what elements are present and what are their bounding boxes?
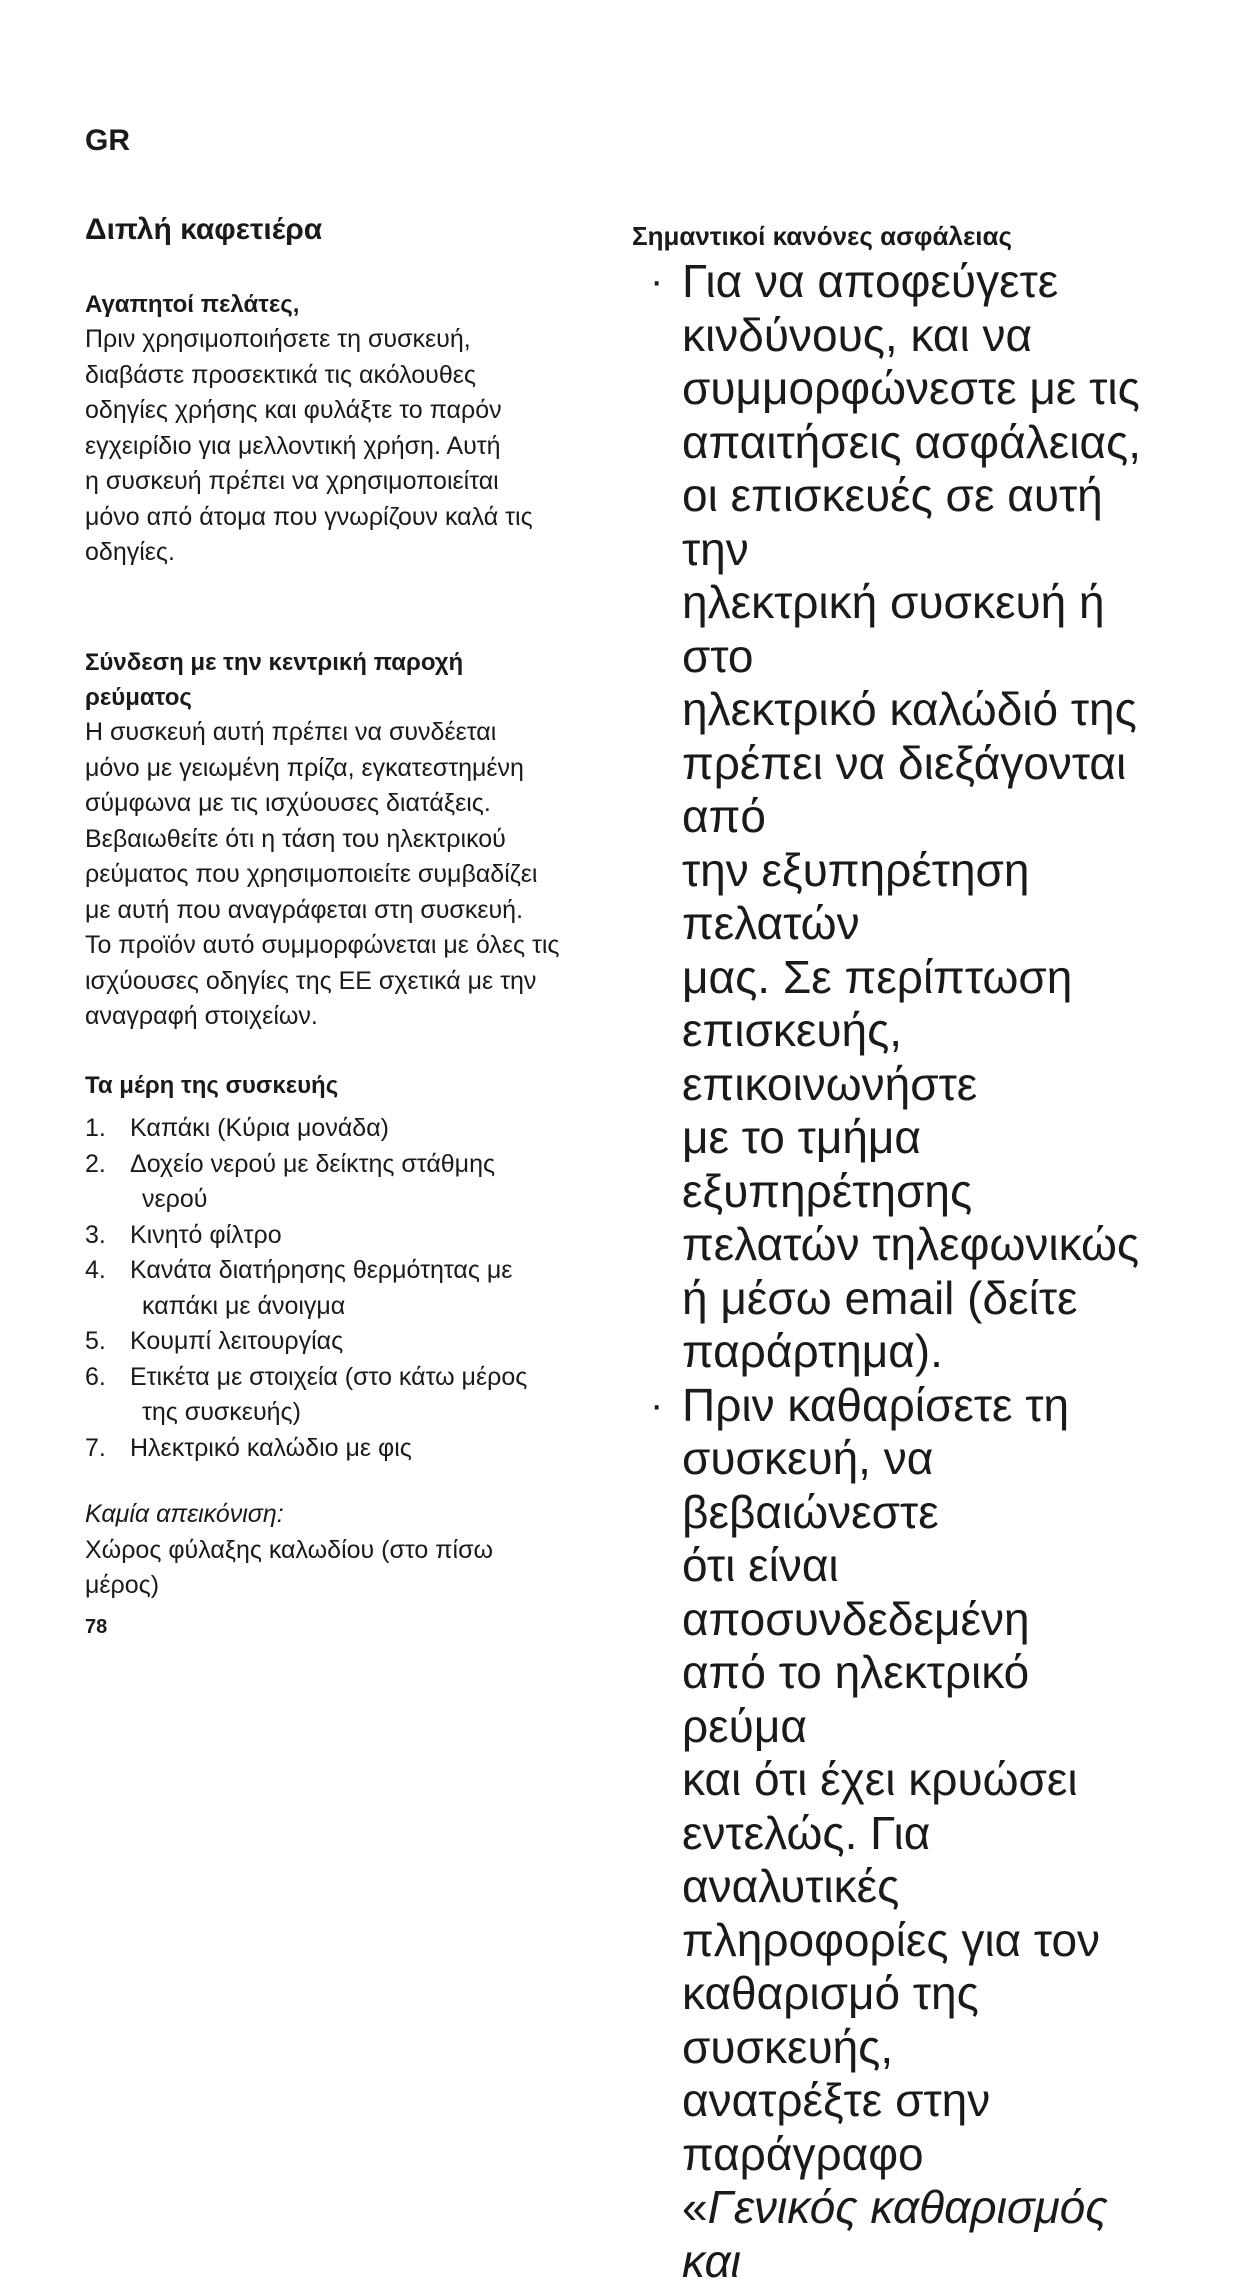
- safety-bullet: [648, 1379, 1148, 2288]
- bullet-line: πρέπει να διεξάγονται από: [682, 737, 1148, 844]
- list-item-number: 7.: [85, 1431, 130, 1467]
- list-item: [85, 1431, 605, 1467]
- bullet-line: καθαρισμό της συσκευής,: [682, 1967, 1148, 2074]
- bullet-line: παράρτημα).: [682, 1325, 1148, 1379]
- list-item-number: 6.: [85, 1360, 130, 1431]
- safety-bullet: [648, 255, 1148, 1379]
- quote-mark: «: [682, 2181, 708, 2233]
- bullet-line: μας. Σε περίπτωση: [682, 951, 1148, 1005]
- mains-line: Το προϊόν αυτό συμμορφώνεται με όλες τις: [85, 928, 605, 964]
- parts-heading: Τα μέρη της συσκευής: [85, 1068, 605, 1103]
- list-item-text-cont: καπάκι με άνοιγμα: [130, 1289, 605, 1325]
- bullet-line: οι επισκευές σε αυτή την: [682, 469, 1148, 576]
- mains-line: αναγραφή στοιχείων.: [85, 999, 605, 1035]
- list-item: [85, 1147, 605, 1218]
- no-illustration-label: Καμία απεικόνιση:: [85, 1497, 605, 1533]
- list-item-text: Δοχείο νερού με δείκτης στάθμης: [130, 1150, 495, 1178]
- mains-line: ισχύουσες οδηγίες της ΕΕ σχετικά με την: [85, 964, 605, 1000]
- mains-section: [85, 645, 605, 1035]
- bullet-line: εντελώς. Για αναλυτικές: [682, 1807, 1148, 1914]
- bullet-line: Πριν καθαρίσετε τη: [682, 1379, 1148, 1433]
- list-item-text-cont: της συσκευής): [130, 1395, 605, 1431]
- list-item-text: Κινητό φίλτρο: [130, 1221, 282, 1249]
- mains-line: με αυτή που αναγράφεται στη συσκευή.: [85, 893, 605, 929]
- list-item-number: 1.: [85, 1111, 130, 1147]
- list-item-number: 3.: [85, 1218, 130, 1254]
- safety-rules: [648, 255, 1148, 2288]
- list-item-text: Κανάτα διατήρησης θερμότητας με: [130, 1256, 512, 1284]
- bullet-line-last: [682, 2181, 1148, 2288]
- page-title: Διπλή καφετιέρα: [85, 213, 322, 247]
- bullet-text: [682, 255, 1148, 1379]
- mains-line: Βεβαιωθείτε ότι η τάση του ηλεκτρικού: [85, 822, 605, 858]
- intro-text: [85, 322, 605, 571]
- bullet-line: και ότι έχει κρυώσει: [682, 1753, 1148, 1807]
- intro-heading: Αγαπητοί πελάτες,: [85, 287, 605, 322]
- list-item: [85, 1253, 605, 1324]
- bullet-line: συμμορφώνεστε με τις: [682, 362, 1148, 416]
- mains-heading-line2: ρεύματος: [85, 680, 605, 715]
- bullet-line: με το τμήμα εξυπηρέτησης: [682, 1111, 1148, 1218]
- intro-section: [85, 287, 605, 571]
- list-item-text: Καπάκι (Κύρια μονάδα): [130, 1114, 389, 1142]
- bullet-line: ηλεκτρική συσκευή ή στο: [682, 576, 1148, 683]
- bullet-line: την εξυπηρέτηση πελατών: [682, 844, 1148, 951]
- bullet-line: από το ηλεκτρικό ρεύμα: [682, 1646, 1148, 1753]
- bullet-line: κινδύνους, και να: [682, 309, 1148, 363]
- mains-line: Η συσκευή αυτή πρέπει να συνδέεται: [85, 715, 605, 751]
- mains-line: μόνο με γειωμένη πρίζα, εγκατεστημένη: [85, 751, 605, 787]
- mains-line: σύμφωνα με τις ισχύουσες διατάξεις.: [85, 786, 605, 822]
- intro-line: οδηγίες χρήσης και φυλάξτε το παρόν: [85, 393, 605, 429]
- no-illustration-line: Χώρος φύλαξης καλωδίου (στο πίσω: [85, 1533, 605, 1569]
- list-item-number: 4.: [85, 1253, 130, 1324]
- mains-text: [85, 715, 605, 1035]
- list-item: [85, 1360, 605, 1431]
- bullet-line: πελατών τηλεφωνικώς: [682, 1218, 1148, 1272]
- page-number: 78: [85, 1616, 107, 1639]
- parts-list: [85, 1111, 605, 1466]
- safety-heading: Σημαντικοί κανόνες ασφάλειας: [632, 221, 1012, 252]
- intro-line: Πριν χρησιμοποιήσετε τη συσκευή,: [85, 322, 605, 358]
- bullet-text: [682, 1379, 1148, 2288]
- bullet-line: πληροφορίες για τον: [682, 1914, 1148, 1968]
- list-item-number: 2.: [85, 1147, 130, 1218]
- bullet-line: ανατρέξτε στην παράγραφο: [682, 2074, 1148, 2181]
- bullet-line: συσκευή, να βεβαιώνεστε: [682, 1432, 1148, 1539]
- bullet-line: Για να αποφεύγετε: [682, 255, 1148, 309]
- intro-line: εγχειρίδιο για μελλοντική χρήση. Αυτή: [85, 429, 605, 465]
- bullet-line: ότι είναι αποσυνδεδεμένη: [682, 1539, 1148, 1646]
- intro-line: μόνο από άτομα που γνωρίζουν καλά τις: [85, 500, 605, 536]
- language-code: GR: [85, 124, 130, 158]
- list-item-text: Ετικέτα με στοιχεία (στο κάτω μέρος: [130, 1363, 527, 1391]
- list-item-text: Ηλεκτρικό καλώδιο με φις: [130, 1434, 412, 1462]
- bullet-line: απαιτήσεις ασφάλειας,: [682, 416, 1148, 470]
- list-item-text: Κουμπί λειτουργίας: [130, 1327, 343, 1355]
- list-item: [85, 1111, 605, 1147]
- parts-heading-wrap: [85, 1068, 605, 1103]
- no-illustration-note: [85, 1497, 605, 1604]
- bullet-line: ή μέσω email (δείτε: [682, 1272, 1148, 1326]
- bullet-line: ηλεκτρικό καλώδιό της: [682, 683, 1148, 737]
- bullet-icon: ·: [648, 1379, 686, 2288]
- list-item-number: 5.: [85, 1324, 130, 1360]
- section-reference: Γενικός καθαρισμός και: [682, 2181, 1108, 2287]
- intro-line: οδηγίες.: [85, 535, 605, 571]
- mains-line: ρεύματος που χρησιμοποιείτε συμβαδίζει: [85, 857, 605, 893]
- mains-heading-line1: Σύνδεση με την κεντρική παροχή: [85, 645, 605, 680]
- no-illustration-line: μέρος): [85, 1568, 605, 1604]
- list-item: [85, 1324, 605, 1360]
- bullet-icon: ·: [648, 255, 686, 1379]
- intro-line: διαβάστε προσεκτικά τις ακόλουθες: [85, 358, 605, 394]
- list-item-text-cont: νερού: [130, 1182, 605, 1218]
- list-item: [85, 1218, 605, 1254]
- intro-line: η συσκευή πρέπει να χρησιμοποιείται: [85, 464, 605, 500]
- bullet-line: επισκευής, επικοινωνήστε: [682, 1004, 1148, 1111]
